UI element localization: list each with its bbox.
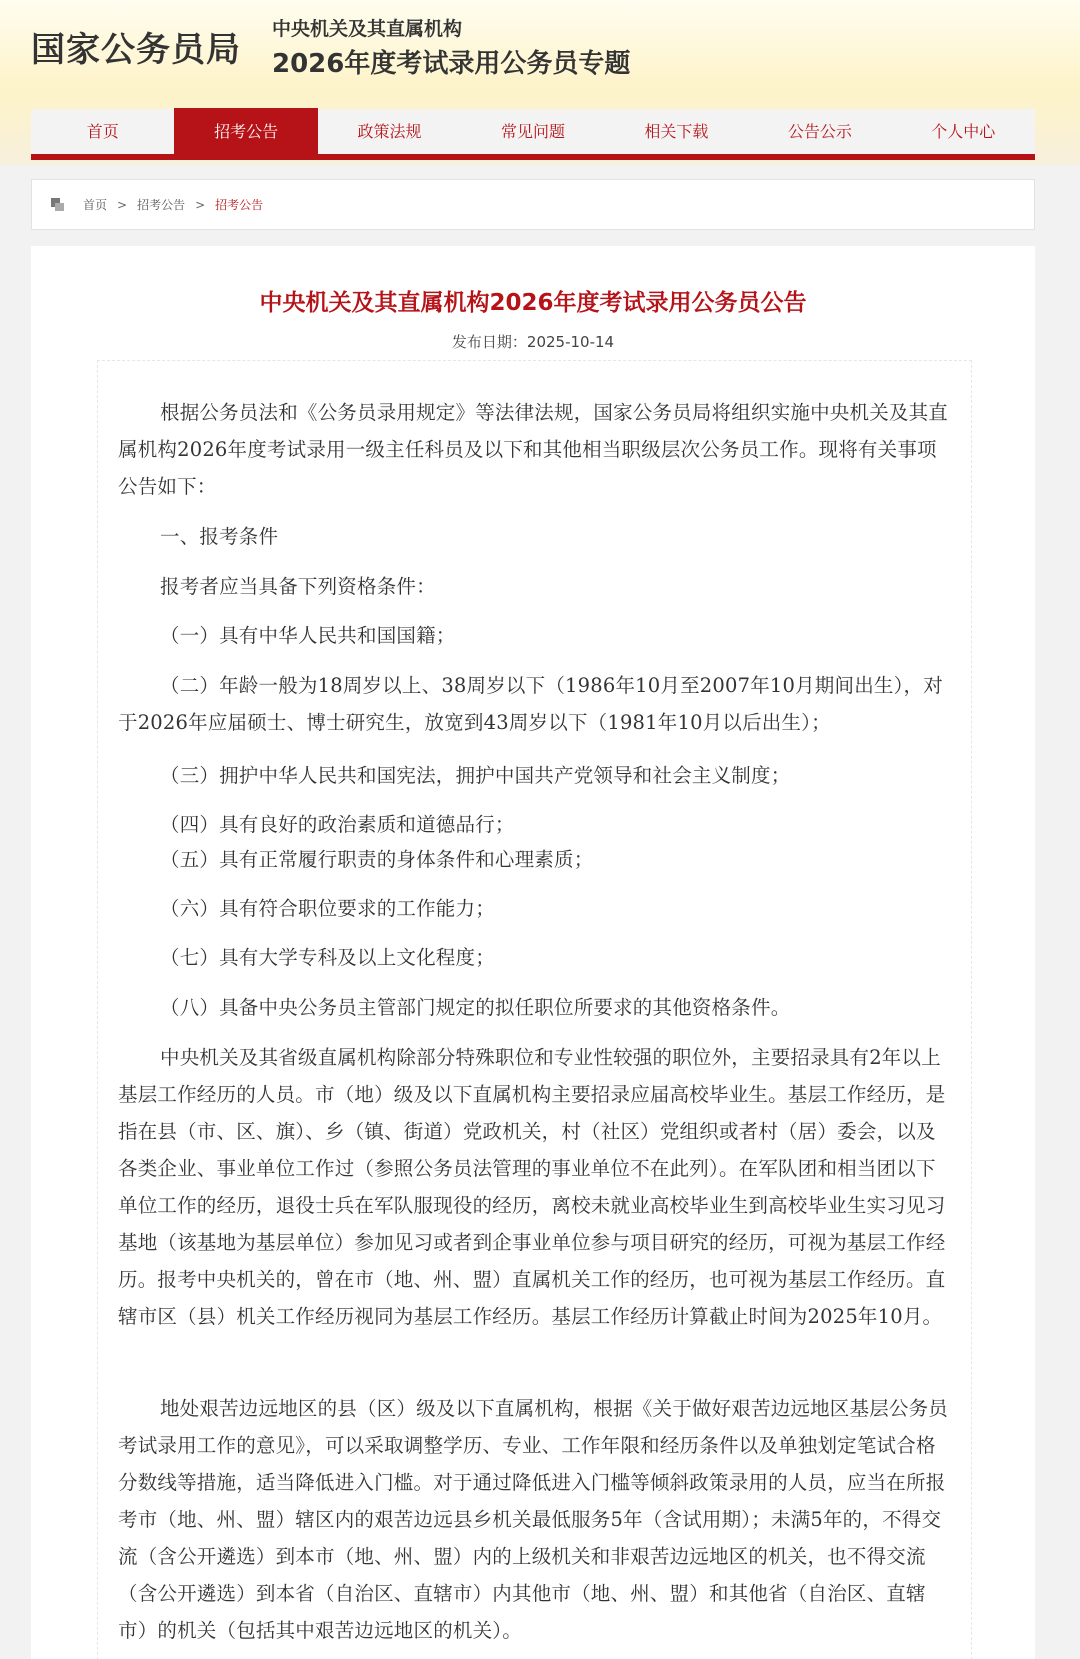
paragraph-intro: 根据公务员法和《公务员录用规定》等法律法规，国家公务员局将组织实施中央机关及其直属机构2026年度考试录用一级主任科员及以下和其他相当职级层次公务员工作。现将有关事项公告如下：	[118, 401, 949, 498]
nav-item-announcements[interactable]: 招考公告	[174, 108, 317, 154]
condition-item: （七）具有大学专科及以上文化程度；	[160, 946, 495, 969]
breadcrumb	[31, 179, 1035, 230]
breadcrumb-home[interactable]: 首页	[83, 198, 108, 212]
nav-item-downloads[interactable]: 相关下载	[644, 122, 709, 141]
nav-item-home[interactable]: 首页	[86, 122, 119, 141]
main-nav	[31, 109, 1035, 160]
paragraph-conditions-lead: 报考者应当具备下列资格条件：	[160, 575, 436, 598]
publish-date	[31, 331, 1035, 352]
site-logo[interactable]: 国家公务员局	[31, 30, 241, 70]
nav-item-user-center[interactable]: 个人中心	[931, 122, 996, 141]
nav-item-notices[interactable]: 公告公示	[787, 122, 852, 141]
condition-item: （五）具有正常履行职责的身体条件和心理素质；	[160, 848, 594, 871]
condition-item: （六）具有符合职位要求的工作能力；	[160, 897, 495, 920]
publish-date-label: 发布日期：	[451, 333, 527, 351]
breadcrumb-announcements[interactable]: 招考公告	[137, 198, 186, 212]
breadcrumb-separator: >	[195, 197, 206, 212]
condition-item: （四）具有良好的政治素质和道德品行；	[160, 813, 515, 836]
condition-item: （三）拥护中华人民共和国宪法，拥护中国共产党领导和社会主义制度；	[160, 764, 791, 787]
topic-subtitle: 中央机关及其直属机构	[272, 18, 463, 40]
nav-item-faq[interactable]: 常见问题	[500, 122, 565, 141]
breadcrumb-separator: >	[117, 197, 128, 212]
article-title: 中央机关及其直属机构2026年度考试录用公务员公告	[259, 290, 807, 316]
publish-date-value: 2025-10-14	[526, 333, 615, 351]
condition-item: （二）年龄一般为18周岁以上、38周岁以下（1986年10月至2007年10月期间出生），对于2026年应届硕士、博士研究生，放宽到43周岁以下（1981年10月以后出生）；	[118, 674, 943, 734]
section-heading: 一、报考条件	[160, 525, 279, 548]
paragraph-remote-areas: 地处艰苦边远地区的县（区）级及以下直属机构，根据《关于做好艰苦边远地区基层公务员考试录用工作的意见》，可以采取调整学历、专业、工作年限和经历条件以及单独划定笔试合格分数线等措施，适当降低进入门槛。对于通过降低进入门槛等倾斜政策录用的人员，应当在所报考市（地、州、盟）辖区内的艰苦边远县乡机关最低服务5年（含试用期）；未满5年的，不得交流（含公开遴选）到本市（地、州、盟）内的上级机关和非艰苦边远地区的机关，也不得交流（含公开遴选）到本省（自治区、直辖市）内其他市（地、州、盟）和其他省（自治区、直辖市）的机关（包括其中艰苦边远地区的机关）。	[118, 1397, 949, 1642]
nav-item-policies[interactable]: 政策法规	[357, 122, 422, 141]
home-icon	[51, 198, 65, 212]
condition-item: （一）具有中华人民共和国国籍；	[160, 624, 456, 647]
topic-title: 2026年度考试录用公务员专题	[272, 49, 631, 79]
breadcrumb-current: 招考公告	[215, 198, 264, 212]
condition-item: （八）具备中央公务员主管部门规定的拟任职位所要求的其他资格条件。	[160, 996, 791, 1019]
paragraph-grassroots-experience: 中央机关及其省级直属机构除部分特殊职位和专业性较强的职位外，主要招录具有2年以上基层工作经历的人员。市（地）级及以下直属机构主要招录应届高校毕业生。基层工作经历，是指在县（市、区、旗）、乡（镇、街道）党政机关，村（社区）党组织或者村（居）委会，以及各类企业、事业单位工作过（参照公务员法管理的事业单位不在此列）。在军队团和相当团以下单位工作的经历，退役士兵在军队服现役的经历，离校未就业高校毕业生到高校毕业生实习见习基地（该基地为基层单位）参加见习或者到企事业单位参与项目研究的经历，可视为基层工作经历。报考中央机关的，曾在市（地、州、盟）直属机关工作的经历，也可视为基层工作经历。直辖市区（县）机关工作经历视同为基层工作经历。基层工作经历计算截止时间为2025年10月。	[118, 1046, 946, 1328]
